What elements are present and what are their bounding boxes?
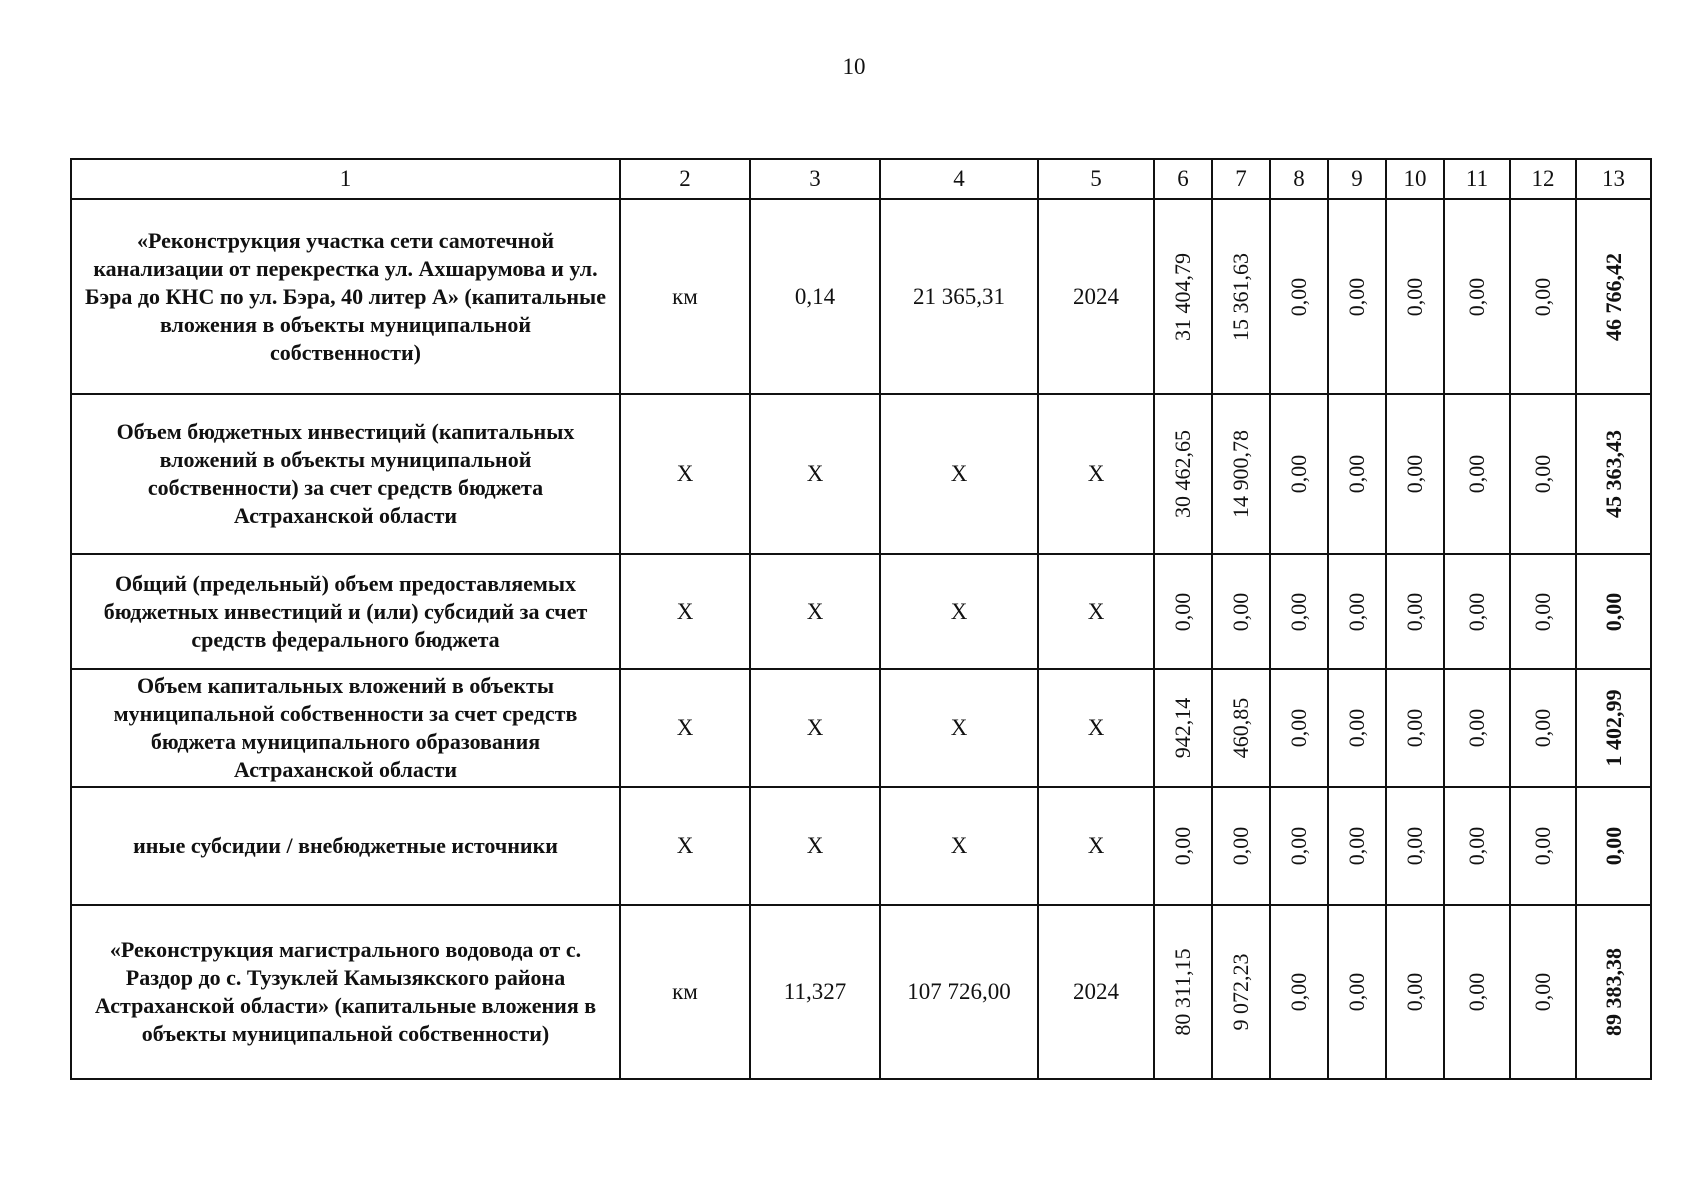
unit-cell: Х — [620, 787, 750, 905]
value-cell: 0,00 — [1270, 199, 1328, 394]
capacity-cell: 11,327 — [750, 905, 880, 1079]
table-row — [71, 554, 1651, 669]
table-row — [71, 905, 1651, 1079]
value-cell: 14 900,78 — [1212, 394, 1270, 554]
value-cell: 0,00 — [1270, 394, 1328, 554]
cost-cell: 21 365,31 — [880, 199, 1038, 394]
value-cell: 0,00 — [1386, 394, 1444, 554]
value-cell: 0,00 — [1212, 787, 1270, 905]
unit-cell: Х — [620, 394, 750, 554]
capacity-cell: Х — [750, 787, 880, 905]
unit-cell: Х — [620, 669, 750, 787]
table-row — [71, 199, 1651, 394]
value-cell: 0,00 — [1510, 787, 1576, 905]
value-cell: 0,00 — [1444, 905, 1510, 1079]
value-cell: 0,00 — [1444, 669, 1510, 787]
cost-cell: Х — [880, 787, 1038, 905]
total-cell: 46 766,42 — [1576, 199, 1651, 394]
value-cell: 15 361,63 — [1212, 199, 1270, 394]
value-cell: 0,00 — [1328, 554, 1386, 669]
value-cell: 460,85 — [1212, 669, 1270, 787]
value-cell: 942,14 — [1154, 669, 1212, 787]
capacity-cell: Х — [750, 554, 880, 669]
year-cell: 2024 — [1038, 905, 1154, 1079]
value-cell: 0,00 — [1510, 394, 1576, 554]
table-row — [71, 394, 1651, 554]
value-cell: 0,00 — [1444, 787, 1510, 905]
column-number-row — [71, 159, 1651, 199]
value-cell: 80 311,15 — [1154, 905, 1212, 1079]
capacity-cell: Х — [750, 669, 880, 787]
value-cell: 0,00 — [1328, 394, 1386, 554]
value-cell: 31 404,79 — [1154, 199, 1212, 394]
cost-cell: 107 726,00 — [880, 905, 1038, 1079]
year-cell: Х — [1038, 554, 1154, 669]
object-name: иные субсидии / внебюджетные источники — [71, 787, 620, 905]
value-cell: 0,00 — [1510, 199, 1576, 394]
value-cell: 0,00 — [1270, 905, 1328, 1079]
value-cell: 0,00 — [1386, 787, 1444, 905]
year-cell: Х — [1038, 787, 1154, 905]
value-cell: 0,00 — [1212, 554, 1270, 669]
column-header: 5 — [1038, 159, 1154, 199]
page-number: 10 — [842, 54, 866, 79]
value-cell: 0,00 — [1270, 554, 1328, 669]
value-cell: 9 072,23 — [1212, 905, 1270, 1079]
cost-cell: Х — [880, 554, 1038, 669]
value-cell: 0,00 — [1328, 787, 1386, 905]
capacity-cell: 0,14 — [750, 199, 880, 394]
year-cell: Х — [1038, 669, 1154, 787]
total-cell: 0,00 — [1576, 554, 1651, 669]
object-name: «Реконструкция магистрального водовода от с. Раздор до с. Тузуклей Камызякского района Астраханской области» (капитальные вложения в объекты муниципальной собственности) — [71, 905, 620, 1079]
value-cell: 0,00 — [1270, 669, 1328, 787]
column-header: 12 — [1510, 159, 1576, 199]
value-cell: 0,00 — [1328, 199, 1386, 394]
value-cell: 0,00 — [1386, 669, 1444, 787]
value-cell: 0,00 — [1510, 905, 1576, 1079]
total-cell: 89 383,38 — [1576, 905, 1651, 1079]
column-header: 3 — [750, 159, 880, 199]
object-name: Общий (предельный) объем предоставляемых бюджетных инвестиций и (или) субсидий за счет средств федерального бюджета — [71, 554, 620, 669]
total-cell: 45 363,43 — [1576, 394, 1651, 554]
column-header: 6 — [1154, 159, 1212, 199]
value-cell: 0,00 — [1386, 554, 1444, 669]
value-cell: 0,00 — [1154, 554, 1212, 669]
capacity-cell: Х — [750, 394, 880, 554]
value-cell: 0,00 — [1444, 554, 1510, 669]
unit-cell: км — [620, 199, 750, 394]
column-header: 10 — [1386, 159, 1444, 199]
value-cell: 0,00 — [1270, 787, 1328, 905]
year-cell: 2024 — [1038, 199, 1154, 394]
table-row — [71, 787, 1651, 905]
value-cell: 0,00 — [1328, 905, 1386, 1079]
cost-cell: Х — [880, 394, 1038, 554]
column-header: 7 — [1212, 159, 1270, 199]
unit-cell: Х — [620, 554, 750, 669]
column-header: 4 — [880, 159, 1038, 199]
column-header: 2 — [620, 159, 750, 199]
column-header: 11 — [1444, 159, 1510, 199]
value-cell: 0,00 — [1386, 905, 1444, 1079]
total-cell: 0,00 — [1576, 787, 1651, 905]
value-cell: 0,00 — [1444, 394, 1510, 554]
object-name: «Реконструкция участка сети самотечной канализации от перекрестка ул. Ахшарумова и ул. Бэра до КНС по ул. Бэра, 40 литер А» (капитальные вложения в объекты муниципальной собственности) — [71, 199, 620, 394]
total-cell: 1 402,99 — [1576, 669, 1651, 787]
year-cell: Х — [1038, 394, 1154, 554]
investment-table — [70, 158, 1652, 1080]
value-cell: 0,00 — [1444, 199, 1510, 394]
value-cell: 30 462,65 — [1154, 394, 1212, 554]
column-header: 8 — [1270, 159, 1328, 199]
cost-cell: Х — [880, 669, 1038, 787]
value-cell: 0,00 — [1386, 199, 1444, 394]
value-cell: 0,00 — [1328, 669, 1386, 787]
object-name: Объем капитальных вложений в объекты муниципальной собственности за счет средств бюджета муниципального образования Астраханской области — [71, 669, 620, 787]
column-header: 9 — [1328, 159, 1386, 199]
value-cell: 0,00 — [1510, 554, 1576, 669]
value-cell: 0,00 — [1510, 669, 1576, 787]
value-cell: 0,00 — [1154, 787, 1212, 905]
column-header: 13 — [1576, 159, 1651, 199]
table-row — [71, 669, 1651, 787]
column-header: 1 — [71, 159, 620, 199]
unit-cell: км — [620, 905, 750, 1079]
object-name: Объем бюджетных инвестиций (капитальных вложений в объекты муниципальной собственности) за счет средств бюджета Астраханской области — [71, 394, 620, 554]
